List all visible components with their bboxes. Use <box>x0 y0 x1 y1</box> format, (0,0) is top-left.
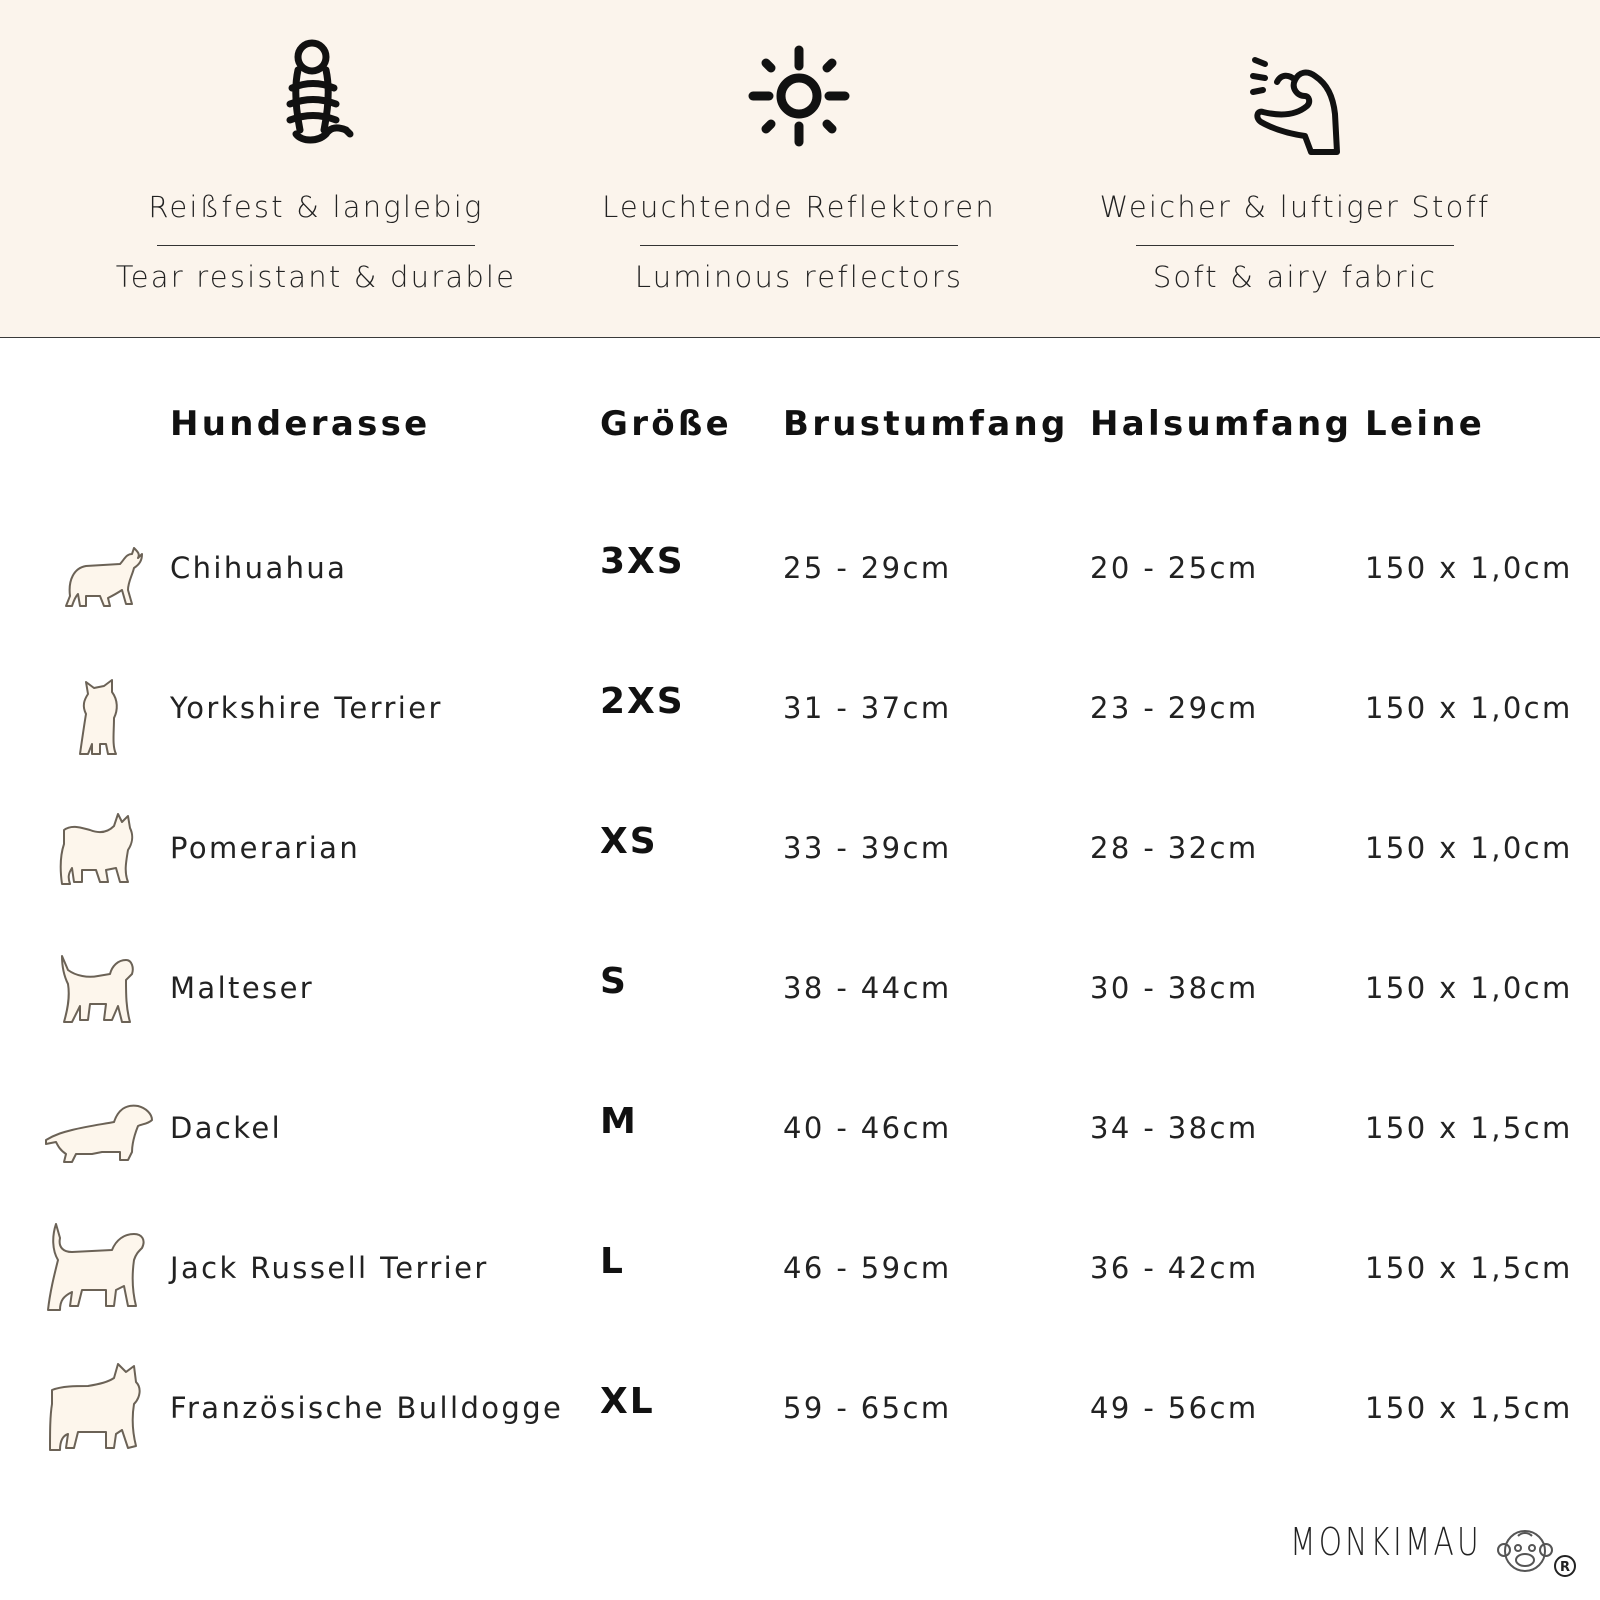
features-band <box>0 0 1600 338</box>
chest-range: 38 - 44cm <box>783 971 952 1005</box>
feature-reflectors <box>559 0 1039 337</box>
header-size: Größe <box>600 404 733 444</box>
hand-pinch-icon <box>1235 30 1355 160</box>
svg-text:R: R <box>1559 1560 1571 1575</box>
chihuahua-silhouette-icon <box>42 520 158 624</box>
leash-size: 150 x 1,0cm <box>1365 691 1573 725</box>
table-row <box>0 1062 1600 1202</box>
leash-size: 150 x 1,5cm <box>1365 1251 1573 1285</box>
breed-name: Dackel <box>170 1111 283 1145</box>
table-row <box>0 502 1600 642</box>
breed-name: Malteser <box>170 971 315 1005</box>
dachshund-silhouette-icon <box>42 1080 158 1184</box>
size-label: 3XS <box>600 541 685 582</box>
sun-icon <box>739 30 859 160</box>
feature-title-de: Leuchtende Reflektoren <box>602 190 996 224</box>
neck-range: 34 - 38cm <box>1090 1111 1259 1145</box>
size-label: XL <box>600 1381 655 1422</box>
header-chest: Brustumfang <box>783 404 1069 444</box>
breed-name: Yorkshire Terrier <box>170 691 443 725</box>
neck-range: 23 - 29cm <box>1090 691 1259 725</box>
leash-size: 150 x 1,5cm <box>1365 1111 1573 1145</box>
monkey-face-logo-icon <box>1496 1522 1554 1580</box>
feature-title-de: Reißfest & langlebig <box>148 190 484 224</box>
breed-name: Chihuahua <box>170 551 348 585</box>
leash-size: 150 x 1,0cm <box>1365 971 1573 1005</box>
feature-divider <box>157 245 475 246</box>
neck-range: 30 - 38cm <box>1090 971 1259 1005</box>
table-row <box>0 782 1600 922</box>
brand-name: MONKIMAU <box>1290 1520 1482 1564</box>
table-row <box>0 922 1600 1062</box>
feature-fabric <box>1055 0 1535 337</box>
feature-divider <box>1136 245 1454 246</box>
chest-range: 25 - 29cm <box>783 551 952 585</box>
breed-name: Pomerarian <box>170 831 361 865</box>
feature-title-en: Luminous reflectors <box>634 260 964 294</box>
size-label: M <box>600 1101 638 1142</box>
header-breed: Hunderasse <box>170 404 431 444</box>
neck-range: 49 - 56cm <box>1090 1391 1259 1425</box>
size-label: XS <box>600 821 658 862</box>
table-row <box>0 1202 1600 1342</box>
chest-range: 46 - 59cm <box>783 1251 952 1285</box>
leash-size: 150 x 1,5cm <box>1365 1391 1573 1425</box>
feature-title-en: Soft & airy fabric <box>1152 260 1438 294</box>
neck-range: 36 - 42cm <box>1090 1251 1259 1285</box>
feature-title-en: Tear resistant & durable <box>115 260 517 294</box>
registered-mark <box>1553 1554 1577 1578</box>
french-bulldog-silhouette-icon <box>42 1360 158 1464</box>
size-label: 2XS <box>600 681 685 722</box>
size-label: S <box>600 961 628 1002</box>
table-row <box>0 642 1600 782</box>
table-row <box>0 1342 1600 1482</box>
chest-range: 59 - 65cm <box>783 1391 952 1425</box>
rope-icon <box>256 30 376 160</box>
jack-russell-silhouette-icon <box>42 1220 158 1324</box>
neck-range: 28 - 32cm <box>1090 831 1259 865</box>
yorkshire-silhouette-icon <box>42 660 158 764</box>
neck-range: 20 - 25cm <box>1090 551 1259 585</box>
breed-name: Französische Bulldogge <box>170 1391 564 1425</box>
feature-title-de: Weicher & luftiger Stoff <box>1099 190 1491 224</box>
leash-size: 150 x 1,0cm <box>1365 551 1573 585</box>
feature-divider <box>640 245 958 246</box>
chest-range: 33 - 39cm <box>783 831 952 865</box>
size-label: L <box>600 1241 625 1282</box>
chest-range: 40 - 46cm <box>783 1111 952 1145</box>
leash-size: 150 x 1,0cm <box>1365 831 1573 865</box>
pomeranian-silhouette-icon <box>42 800 158 904</box>
breed-name: Jack Russell Terrier <box>170 1251 489 1285</box>
header-neck: Halsumfang <box>1090 404 1353 444</box>
chest-range: 31 - 37cm <box>783 691 952 725</box>
feature-durable <box>76 0 556 337</box>
header-leash: Leine <box>1365 404 1486 444</box>
maltese-silhouette-icon <box>42 940 158 1044</box>
